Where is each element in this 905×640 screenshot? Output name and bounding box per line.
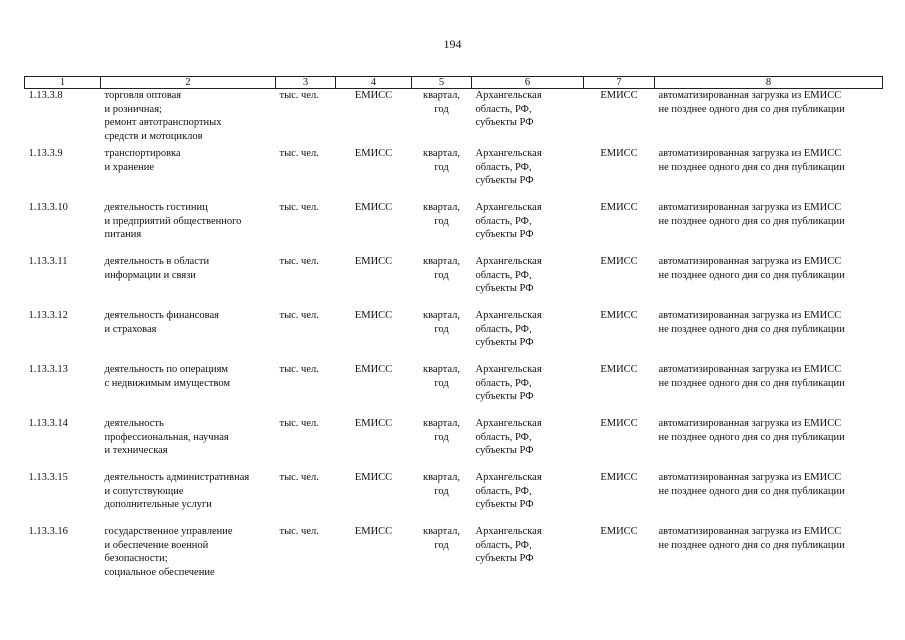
- cell-period-line: квартал,: [422, 472, 461, 483]
- cell-territory-line: Архангельская: [475, 90, 542, 101]
- cell-method-line: автоматизированная загрузка из ЕМИСС: [658, 472, 842, 483]
- cell-name-line: деятельность административная: [104, 472, 250, 483]
- cell-period-line: год: [434, 323, 449, 335]
- table-row: [25, 525, 883, 583]
- cell-territory-line: субъекты РФ: [475, 175, 534, 186]
- cell-unit-text: тыс. чел.: [279, 472, 319, 483]
- cell-period: [412, 471, 472, 525]
- cell-method-line: не позднее одного дня со дня публикации: [658, 485, 845, 497]
- cell-territory: [472, 309, 584, 363]
- cell-method-line: не позднее одного дня со дня публикации: [658, 161, 845, 173]
- table-row: [25, 201, 883, 255]
- cell-code-text: 1.13.3.15: [28, 472, 68, 483]
- cell-method-line: не позднее одного дня со дня публикации: [658, 539, 845, 551]
- cell-period-line: год: [434, 431, 449, 443]
- cell-code-text: 1.13.3.14: [28, 418, 68, 429]
- cell-name: [101, 255, 276, 309]
- cell-period: [412, 417, 472, 471]
- cell-unit-text: тыс. чел.: [279, 148, 319, 159]
- cell-territory-line: Архангельская: [475, 148, 542, 159]
- cell-method: [655, 89, 883, 148]
- cell-name-line: средств и мотоциклов: [104, 130, 203, 142]
- cell-code: [25, 471, 101, 525]
- cell-code-text: 1.13.3.9: [28, 148, 63, 159]
- cell-territory-line: субъекты РФ: [475, 117, 534, 128]
- cell-code: [25, 363, 101, 417]
- cell-territory-line: область, РФ,: [475, 215, 532, 227]
- column-header: 2: [101, 77, 276, 89]
- cell-source-text: ЕМИСС: [354, 364, 393, 375]
- table-row: [25, 255, 883, 309]
- cell-unit: [276, 255, 336, 309]
- cell-territory-line: область, РФ,: [475, 269, 532, 281]
- cell-unit: [276, 147, 336, 201]
- cell-territory-line: субъекты РФ: [475, 445, 534, 456]
- cell-territory: [472, 147, 584, 201]
- cell-system: [584, 89, 655, 148]
- page-number: 194: [443, 37, 462, 51]
- cell-period-line: год: [434, 539, 449, 551]
- cell-method: [655, 363, 883, 417]
- cell-method-line: автоматизированная загрузка из ЕМИСС: [658, 364, 842, 375]
- cell-name: [101, 147, 276, 201]
- cell-name-line: питания: [104, 229, 142, 240]
- cell-system-text: ЕМИСС: [600, 148, 638, 159]
- cell-territory: [472, 89, 584, 148]
- cell-period-line: квартал,: [422, 526, 461, 537]
- cell-territory-line: Архангельская: [475, 526, 542, 537]
- cell-name-line: и сопутствующие: [104, 485, 184, 497]
- cell-source: [336, 525, 412, 583]
- cell-method: [655, 525, 883, 583]
- cell-system-text: ЕМИСС: [600, 90, 638, 101]
- cell-territory-line: Архангельская: [475, 202, 542, 213]
- cell-name-line: транспортировка: [104, 148, 181, 159]
- cell-code: [25, 201, 101, 255]
- cell-name-line: торговля оптовая: [104, 90, 182, 101]
- cell-period: [412, 525, 472, 583]
- cell-source-text: ЕМИСС: [354, 90, 393, 101]
- cell-system-text: ЕМИСС: [600, 364, 638, 375]
- cell-system: [584, 525, 655, 583]
- cell-code: [25, 309, 101, 363]
- cell-name-line: дополнительные услуги: [104, 499, 212, 510]
- cell-period-line: год: [434, 103, 449, 115]
- cell-method-line: не позднее одного дня со дня публикации: [658, 377, 845, 389]
- cell-code: [25, 525, 101, 583]
- cell-system-text: ЕМИСС: [600, 202, 638, 213]
- column-header: 7: [584, 77, 655, 89]
- cell-period: [412, 201, 472, 255]
- column-header: 1: [25, 77, 101, 89]
- table-row: [25, 363, 883, 417]
- cell-period: [412, 363, 472, 417]
- column-header: 3: [276, 77, 336, 89]
- cell-territory-line: субъекты РФ: [475, 337, 534, 348]
- cell-unit-text: тыс. чел.: [279, 90, 319, 101]
- table-header-row: [25, 77, 883, 89]
- column-header: 5: [412, 77, 472, 89]
- cell-system: [584, 309, 655, 363]
- cell-territory: [472, 417, 584, 471]
- cell-system: [584, 147, 655, 201]
- cell-unit: [276, 417, 336, 471]
- cell-method-line: не позднее одного дня со дня публикации: [658, 215, 845, 227]
- cell-name-line: и хранение: [104, 161, 155, 173]
- cell-territory-line: Архангельская: [475, 418, 542, 429]
- cell-unit: [276, 363, 336, 417]
- cell-system-text: ЕМИСС: [600, 256, 638, 267]
- cell-territory-line: область, РФ,: [475, 485, 532, 497]
- cell-name-line: и предприятий общественного: [104, 215, 242, 227]
- cell-name-line: и обеспечение военной: [104, 539, 209, 551]
- cell-method-line: автоматизированная загрузка из ЕМИСС: [658, 90, 842, 101]
- cell-unit: [276, 525, 336, 583]
- cell-name-line: деятельность: [104, 418, 164, 429]
- table-row: [25, 471, 883, 525]
- cell-period-line: год: [434, 161, 449, 173]
- cell-name-line: деятельность финансовая: [104, 310, 219, 321]
- cell-method: [655, 309, 883, 363]
- cell-name-line: социальное обеспечение: [104, 566, 215, 578]
- cell-code-text: 1.13.3.13: [28, 364, 68, 375]
- cell-territory: [472, 255, 584, 309]
- cell-name: [101, 89, 276, 148]
- cell-method: [655, 147, 883, 201]
- column-header: 8: [655, 77, 883, 89]
- table-row: [25, 147, 883, 201]
- cell-name: [101, 363, 276, 417]
- cell-system-text: ЕМИСС: [600, 526, 638, 537]
- cell-name-line: и техническая: [104, 445, 168, 456]
- cell-source-text: ЕМИСС: [354, 472, 393, 483]
- cell-method: [655, 417, 883, 471]
- cell-system: [584, 471, 655, 525]
- cell-period-line: квартал,: [422, 256, 461, 267]
- cell-period-line: квартал,: [422, 202, 461, 213]
- cell-code: [25, 147, 101, 201]
- table-row: [25, 89, 883, 148]
- cell-territory-line: субъекты РФ: [475, 391, 534, 402]
- cell-period-line: год: [434, 215, 449, 227]
- cell-unit: [276, 309, 336, 363]
- cell-unit: [276, 471, 336, 525]
- table-row: [25, 417, 883, 471]
- cell-code: [25, 417, 101, 471]
- cell-territory-line: область, РФ,: [475, 431, 532, 443]
- cell-territory-line: субъекты РФ: [475, 499, 534, 510]
- cell-name-line: информации и связи: [104, 269, 196, 281]
- cell-name-line: государственное управление: [104, 526, 233, 537]
- cell-unit: [276, 89, 336, 148]
- cell-name-line: профессиональная, научная: [104, 431, 229, 443]
- cell-unit-text: тыс. чел.: [279, 364, 319, 375]
- cell-period: [412, 89, 472, 148]
- cell-method-line: автоматизированная загрузка из ЕМИСС: [658, 256, 842, 267]
- cell-period-line: квартал,: [422, 148, 461, 159]
- table-row: [25, 309, 883, 363]
- cell-name-line: и страховая: [104, 323, 157, 335]
- cell-source-text: ЕМИСС: [354, 418, 393, 429]
- cell-period-line: год: [434, 485, 449, 497]
- cell-name: [101, 417, 276, 471]
- cell-source-text: ЕМИСС: [354, 526, 393, 537]
- cell-method-line: автоматизированная загрузка из ЕМИСС: [658, 202, 842, 213]
- cell-source: [336, 147, 412, 201]
- cell-method-line: автоматизированная загрузка из ЕМИСС: [658, 148, 842, 159]
- cell-territory: [472, 201, 584, 255]
- cell-territory-line: область, РФ,: [475, 539, 532, 551]
- cell-territory-line: субъекты РФ: [475, 229, 534, 240]
- cell-system: [584, 417, 655, 471]
- cell-name: [101, 471, 276, 525]
- cell-method-line: автоматизированная загрузка из ЕМИСС: [658, 418, 842, 429]
- cell-code: [25, 255, 101, 309]
- cell-source-text: ЕМИСС: [354, 256, 393, 267]
- cell-territory: [472, 471, 584, 525]
- cell-territory: [472, 525, 584, 583]
- cell-unit-text: тыс. чел.: [279, 526, 319, 537]
- cell-territory-line: субъекты РФ: [475, 283, 534, 294]
- cell-source: [336, 309, 412, 363]
- column-header: 4: [336, 77, 412, 89]
- cell-unit-text: тыс. чел.: [279, 202, 319, 213]
- cell-method: [655, 201, 883, 255]
- indicators-table: [24, 76, 883, 583]
- cell-unit-text: тыс. чел.: [279, 310, 319, 321]
- cell-source: [336, 255, 412, 309]
- cell-source: [336, 471, 412, 525]
- cell-system: [584, 201, 655, 255]
- cell-code-text: 1.13.3.10: [28, 202, 68, 213]
- cell-territory-line: Архангельская: [475, 256, 542, 267]
- cell-method: [655, 471, 883, 525]
- cell-period-line: квартал,: [422, 418, 461, 429]
- cell-source-text: ЕМИСС: [354, 202, 393, 213]
- cell-source: [336, 89, 412, 148]
- cell-method-line: автоматизированная загрузка из ЕМИСС: [658, 526, 842, 537]
- cell-period-line: квартал,: [422, 310, 461, 321]
- cell-system: [584, 255, 655, 309]
- column-header: 6: [472, 77, 584, 89]
- cell-period-line: квартал,: [422, 90, 461, 101]
- cell-code-text: 1.13.3.11: [28, 256, 68, 267]
- cell-territory-line: область, РФ,: [475, 103, 532, 115]
- cell-source: [336, 417, 412, 471]
- cell-name: [101, 525, 276, 583]
- cell-territory-line: область, РФ,: [475, 323, 532, 335]
- cell-territory: [472, 363, 584, 417]
- cell-code-text: 1.13.3.8: [28, 90, 63, 101]
- cell-source: [336, 363, 412, 417]
- cell-period-line: год: [434, 377, 449, 389]
- cell-territory-line: Архангельская: [475, 310, 542, 321]
- cell-name-line: ремонт автотранспортных: [104, 117, 222, 128]
- cell-code: [25, 89, 101, 148]
- cell-system-text: ЕМИСС: [600, 310, 638, 321]
- cell-territory-line: Архангельская: [475, 364, 542, 375]
- cell-name-line: безопасности;: [104, 553, 168, 564]
- cell-unit-text: тыс. чел.: [279, 418, 319, 429]
- cell-period: [412, 147, 472, 201]
- cell-name: [101, 201, 276, 255]
- cell-unit-text: тыс. чел.: [279, 256, 319, 267]
- cell-code-text: 1.13.3.12: [28, 310, 68, 321]
- cell-territory-line: субъекты РФ: [475, 553, 534, 564]
- cell-name-line: деятельность по операциям: [104, 364, 229, 375]
- cell-territory-line: область, РФ,: [475, 161, 532, 173]
- cell-system-text: ЕМИСС: [600, 472, 638, 483]
- cell-period: [412, 255, 472, 309]
- cell-method-line: автоматизированная загрузка из ЕМИСС: [658, 310, 842, 321]
- cell-territory-line: область, РФ,: [475, 377, 532, 389]
- cell-method-line: не позднее одного дня со дня публикации: [658, 431, 845, 443]
- cell-name-line: и розничная;: [104, 103, 162, 115]
- cell-code-text: 1.13.3.16: [28, 526, 68, 537]
- cell-method-line: не позднее одного дня со дня публикации: [658, 103, 845, 115]
- cell-name: [101, 309, 276, 363]
- cell-system: [584, 363, 655, 417]
- cell-period: [412, 309, 472, 363]
- cell-source-text: ЕМИСС: [354, 310, 393, 321]
- cell-name-line: с недвижимым имуществом: [104, 377, 231, 389]
- cell-territory-line: Архангельская: [475, 472, 542, 483]
- cell-source: [336, 201, 412, 255]
- cell-source-text: ЕМИСС: [354, 148, 393, 159]
- cell-method-line: не позднее одного дня со дня публикации: [658, 323, 845, 335]
- cell-period-line: год: [434, 269, 449, 281]
- cell-period-line: квартал,: [422, 364, 461, 375]
- cell-method-line: не позднее одного дня со дня публикации: [658, 269, 845, 281]
- cell-name-line: деятельность гостиниц: [104, 202, 208, 213]
- cell-name-line: деятельность в области: [104, 256, 210, 267]
- cell-method: [655, 255, 883, 309]
- cell-unit: [276, 201, 336, 255]
- cell-system-text: ЕМИСС: [600, 418, 638, 429]
